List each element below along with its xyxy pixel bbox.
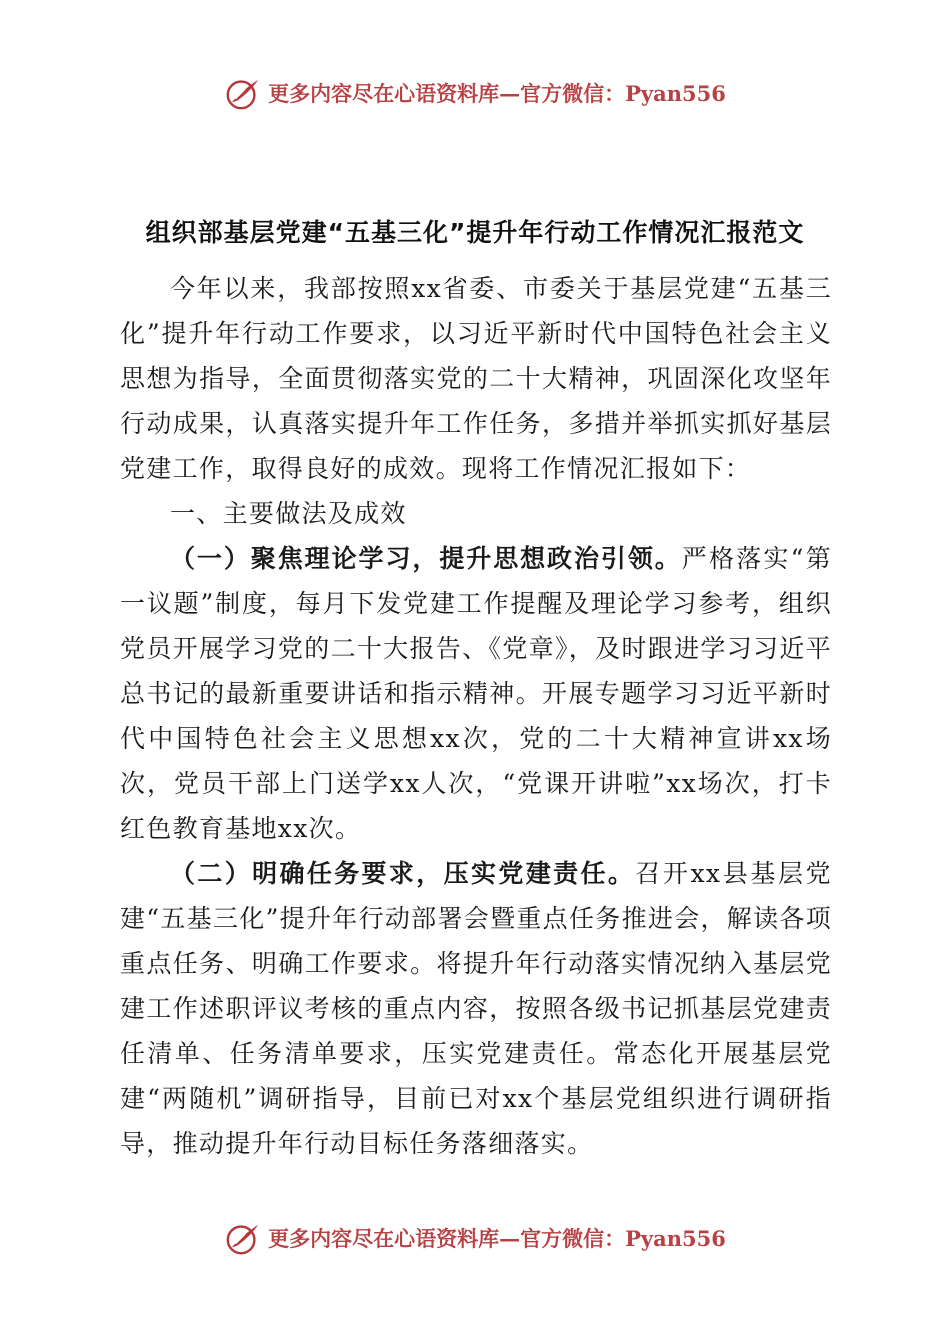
intro-paragraph: 今年以来，我部按照xx省委、市委关于基层党建“五基三化”提升年行动工作要求，以习近平新时代中国特色社会主义思想为指导，全面贯彻落实党的二十大精神，巩固深化攻坚年行动成果，认真落实提升年工作任务，多措并举抓实抓好基层党建工作，取得良好的成效。现将工作情况汇报如下：: [120, 274, 832, 483]
item1-paragraph: [120, 536, 832, 851]
item2-paragraph: [120, 851, 832, 1166]
quill-seal-icon: [224, 1219, 262, 1257]
section-heading: 一、主要做法及成效: [170, 499, 407, 528]
document-body: [120, 266, 832, 1166]
item2-body: 召开xx县基层党建“五基三化”提升年行动部署会暨重点任务推进会，解读各项重点任务、明确工作要求。将提升年行动落实情况纳入基层党建工作述职评议考核的重点内容，按照各级书记抓基层党建责任清单、任务清单要求，压实党建责任。常态化开展基层党建“两随机”调研指导，目前已对xx个基层党组织进行调研指导，推动提升年行动目标任务落细落实。: [120, 859, 832, 1158]
item1-body: 严格落实“第一议题”制度，每月下发党建工作提醒及理论学习参考，组织党员开展学习党的二十大报告、《党章》，及时跟进学习习近平总书记的最新重要讲话和指示精神。开展专题学习习近平新时代中国特色社会主义思想xx次，党的二十大精神宣讲xx场次，党员干部上门送学xx人次，“党课开讲啦”xx场次，打卡红色教育基地xx次。: [120, 544, 832, 843]
header-banner: [0, 71, 950, 115]
item1-heading: （一）聚焦理论学习，提升思想政治引领。: [170, 544, 682, 573]
footer-banner: [0, 1216, 950, 1260]
item2-heading: （二）明确任务要求，压实党建责任。: [170, 859, 636, 888]
footer-banner-text: 更多内容尽在心语资料库—官方微信：Pyan556: [268, 1226, 726, 1251]
quill-seal-icon: [224, 74, 262, 112]
header-banner-text: 更多内容尽在心语资料库—官方微信：Pyan556: [268, 81, 726, 106]
document-title: 组织部基层党建“五基三化”提升年行动工作情况汇报范文: [145, 218, 805, 247]
